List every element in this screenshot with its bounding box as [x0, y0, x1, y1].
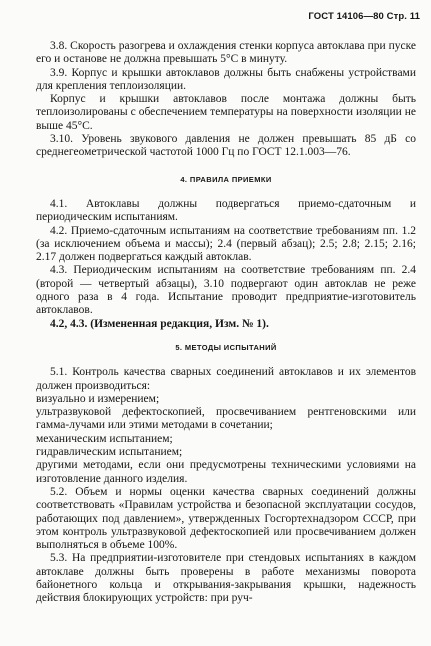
paragraph-4-3: 4.3. Периодическим испытаниям на соответствие требованиям пп. 2.4 (второй — четвертый абзацы), 3.10 подвергают один автоклав не реже одного раза в 4 года. Испытание проводит предприятие-изготовитель автоклавов.	[36, 264, 416, 317]
paragraph-4-1: 4.1. Автоклавы должны подвергаться приемо-сдаточным и периодическим испытаниям.	[36, 197, 416, 224]
document-body	[36, 40, 416, 606]
paragraph-4-2: 4.2. Приемо-сдаточным испытаниям на соответствие требованиям пп. 1.2 (за исключением объема и массы); 2.4 (первый абзац); 2.5; 2.8; 2.15; 2.16; 2.17 должен подвергаться каждый автоклав.	[36, 224, 416, 264]
section-heading-test-methods: 5. МЕТОДЫ ИСПЫТАНИЙ	[175, 342, 277, 352]
section-heading-acceptance: 4. ПРАВИЛА ПРИЕМКИ	[180, 174, 272, 184]
paragraph-3-9-insulation: Корпус и крышки автоклавов после монтажа должны быть теплоизолированы с обеспечением температуры на поверхности изоляции не выше 45°С.	[36, 93, 416, 132]
list-item: ультразвуковой дефектоскопией, просвечиванием рентгеновскими или гамма-лучами или этими методами в сочетании;	[36, 406, 416, 432]
list-item: другими методами, если они предусмотрены техническими условиями на изготовление данного изделия.	[36, 459, 416, 485]
paragraph-3-10: 3.10. Уровень звукового давления не должен превышать 85 дБ со среднегеометрической частотой 1000 Гц по ГОСТ 12.1.003—76.	[36, 133, 416, 159]
paragraph-3-8: 3.8. Скорость разогрева и охлаждения стенки корпуса автоклава при пуске его и останове не должна превышать 5°С в минуту.	[36, 40, 416, 66]
list-item: механическим испытанием;	[36, 432, 173, 445]
page-header: ГОСТ 14106—80 Стр. 11	[308, 11, 420, 22]
amendment-note: 4.2, 4.3. (Измененная редакция, Изм. № 1).	[50, 317, 269, 330]
list-item: гидравлическим испытанием;	[36, 446, 183, 459]
paragraph-5-3: 5.3. На предприятии-изготовителе при стендовых испытаниях в каждом автоклаве должны быть проверены в работе механизмы поворота байонетного кольца и открывания-закрывания крышки, надежность действия блокирующих устройств: при руч-	[36, 552, 416, 605]
paragraph-5-1: 5.1. Контроль качества сварных соединений автоклавов и их элементов должен производиться:	[36, 366, 416, 392]
paragraph-5-2: 5.2. Объем и нормы оценки качества сварных соединений должны соответствовать «Правилам устройства и безопасной эксплуатации сосудов, работающих под давлением», утвержденных Госгортехнадзором СССР, при этом контроль ультразвуковой дефектоскопией или просвечиванием должен выполняться в объеме 100%.	[36, 485, 416, 552]
list-item: визуально и измерением;	[36, 392, 160, 405]
paragraph-3-9: 3.9. Корпус и крышки автоклавов должны быть снабжены устройствами для крепления теплоизоляции.	[36, 66, 416, 92]
